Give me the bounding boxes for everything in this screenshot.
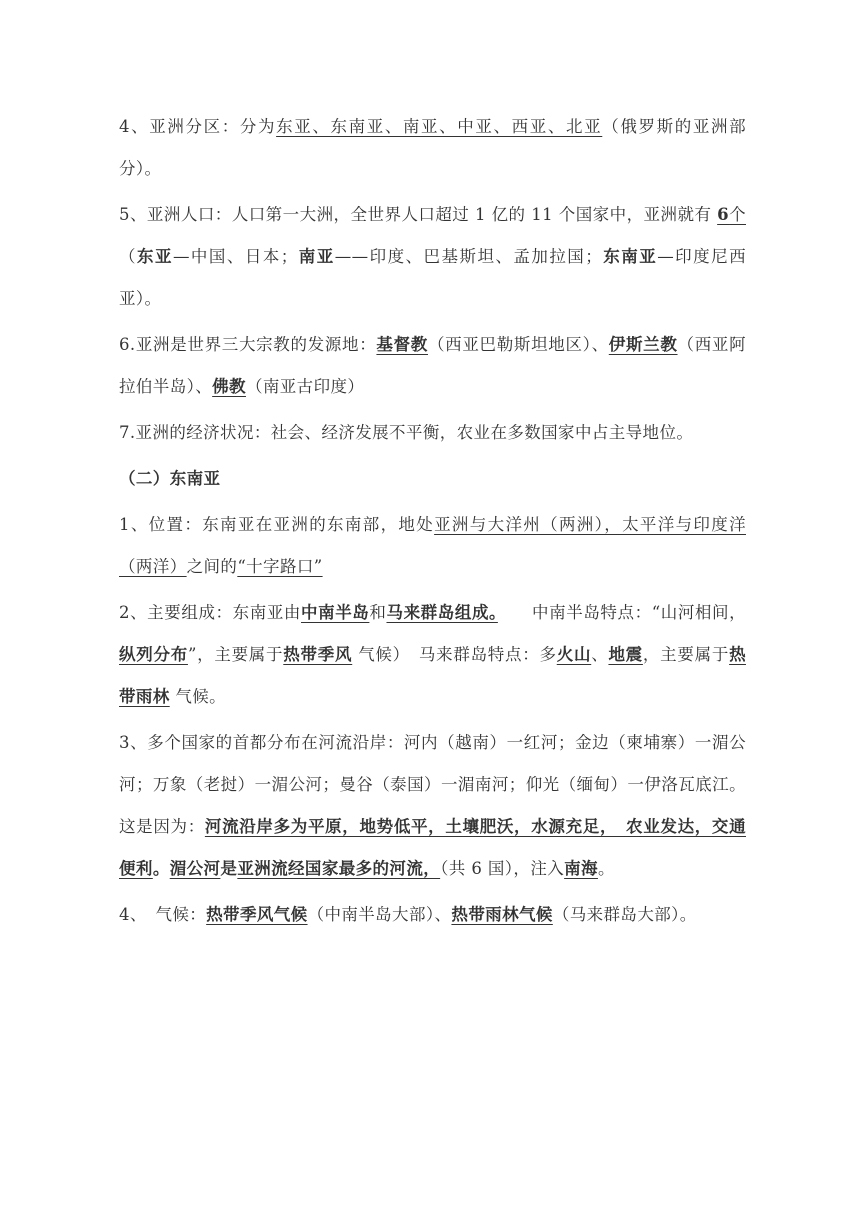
text-segment: 是 [220, 859, 238, 878]
text-segment: 南海 [564, 859, 598, 878]
text-segment: 亚洲与大洋州（两洲），太平洋与印度洋（两洋） [119, 515, 746, 576]
text-segment: 气候） 马来群岛特点：多 [352, 645, 557, 664]
text-segment: 马来群岛组成。 [386, 603, 498, 622]
text-segment: 南亚 [297, 247, 335, 266]
text-segment: 3、多个国家的首都分布在河流沿岸：河内（越南）一红河；金边（柬埔寨）一湄公河；万象（老挝）一湄公河；曼谷（泰国）一湄南河；仰光（缅甸）一伊洛瓦底江。这是因为： [119, 733, 746, 836]
text-segment: 5、亚洲人口：人口第一大洲，全世界人口超过 1 亿的 11 个国家中，亚洲就有 [119, 205, 718, 224]
para-3-capitals [119, 722, 746, 890]
text-segment: 中南半岛 [301, 603, 370, 622]
text-segment: ”，主要属于 [187, 645, 284, 664]
text-segment: 地震 [608, 645, 643, 664]
text-segment: 热带季风 [283, 645, 353, 664]
para-7-economy [119, 412, 746, 454]
text-segment: 6.亚洲是世界三大宗教的发源地： [119, 335, 377, 354]
text-segment: 热带雨林气候 [451, 905, 553, 924]
text-segment: （中南半岛大部）、 [307, 905, 452, 924]
text-segment: 1、位置：东南亚在亚洲的东南部，地处 [119, 515, 435, 534]
text-segment: 纵列分布 [119, 645, 188, 664]
text-segment: （西亚阿拉伯半岛）、 [119, 335, 746, 396]
text-segment: 、 [591, 645, 609, 664]
para-6-religions [119, 324, 746, 408]
text-segment: 伊斯兰教 [608, 335, 678, 354]
para-5-asia-population [119, 194, 746, 320]
para-1-location [119, 504, 746, 588]
text-segment: 7.亚洲的经济状况：社会、经济发展不平衡，农业在多数国家中占主导地位。 [119, 423, 694, 442]
text-segment: 东亚、东南亚、南亚、中亚、西亚、北亚 [276, 117, 603, 136]
text-segment: 。 [597, 859, 615, 878]
text-segment: ——印度、巴基斯坦、孟加拉国； [334, 247, 603, 266]
para-4-asia-regions [119, 106, 746, 190]
text-segment: 4、 气候： [119, 905, 207, 924]
text-segment: —中国、日本； [172, 247, 298, 266]
text-segment: 2、主要组成：东南亚由 [119, 603, 302, 622]
text-segment: 之间的 [186, 557, 238, 576]
para-2-composition [119, 592, 746, 718]
text-segment: —印度尼西亚）。 [119, 247, 746, 308]
text-segment: 。 [152, 859, 170, 878]
text-segment: 热带季风气候 [206, 905, 308, 924]
text-segment: （ [119, 247, 137, 266]
text-segment: 亚洲流经国家最多的河流， [237, 859, 441, 878]
text-segment: （俄罗斯的亚洲部分）。 [119, 117, 747, 178]
text-segment: 基督教 [376, 335, 428, 354]
text-segment: （西亚巴勒斯坦地区）、 [427, 335, 609, 354]
section-heading-southeast-asia [119, 458, 746, 500]
text-segment: 湄公河 [169, 859, 221, 878]
text-segment: 6 [717, 205, 730, 224]
text-segment: 气候。 [169, 687, 227, 706]
text-segment: 中南半岛特点：“山河相间， [497, 603, 746, 622]
text-segment: 东亚 [136, 247, 173, 266]
text-segment: 佛教 [212, 377, 246, 396]
text-segment: （马来群岛大部）。 [552, 905, 697, 924]
text-segment: ，主要属于 [642, 645, 730, 664]
text-segment: 火山 [556, 645, 592, 664]
text-segment: （共 6 国），注入 [440, 859, 565, 878]
text-segment: “十字路口” [237, 557, 323, 576]
text-segment: 东南亚 [602, 247, 658, 266]
text-segment: （南亚古印度） [245, 377, 365, 396]
para-4-climate [119, 894, 746, 936]
text-segment: 个 [729, 205, 746, 224]
document-body [119, 106, 746, 936]
text-segment: 和 [369, 603, 387, 622]
text-segment: 热带雨林 [119, 645, 746, 706]
text-segment: 河流沿岸多为平原，地势低平，土壤肥沃，水源充足， 农业发达，交通便利 [119, 817, 746, 878]
text-segment: 4、亚洲分区：分为 [119, 117, 277, 136]
text-segment: （二）东南亚 [119, 469, 221, 488]
